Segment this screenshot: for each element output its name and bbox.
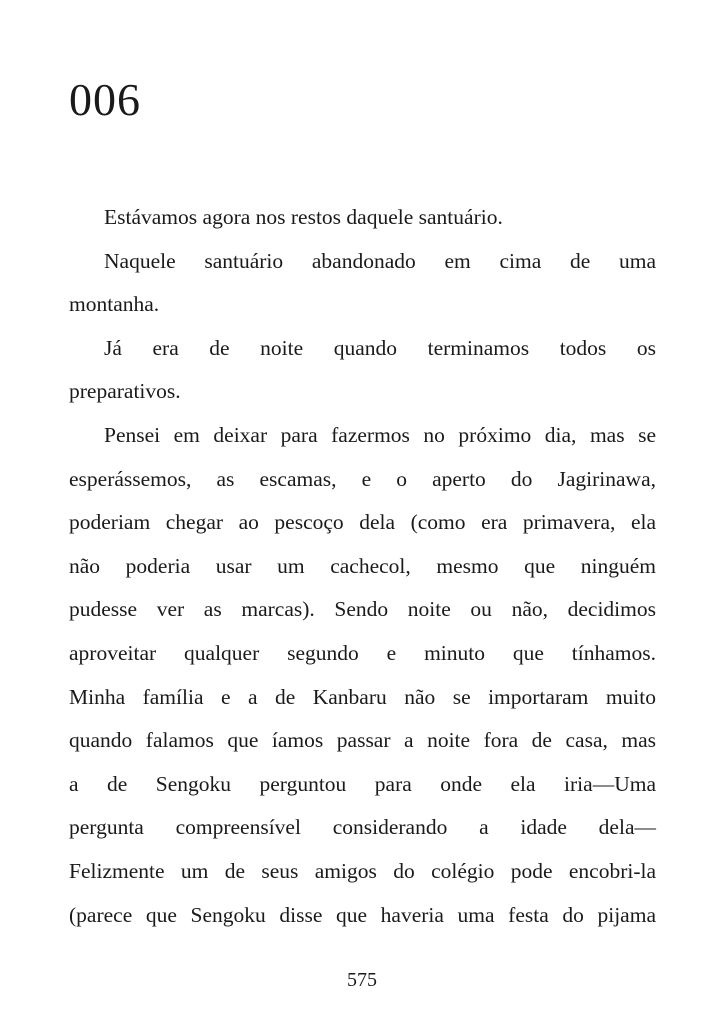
text-line: quando falamos que íamos passar a noite fora de casa, mas	[69, 728, 656, 753]
text-line: montanha.	[69, 292, 160, 317]
text-line: Naquele santuário abandonado em cima de uma	[104, 248, 656, 273]
text-line: Felizmente um de seus amigos do colégio pode encobri-la	[69, 858, 656, 883]
text-line: pergunta compreensível considerando a idade dela—	[69, 815, 656, 840]
text-line: a de Sengoku perguntou para onde ela iria—Uma	[69, 771, 656, 796]
text-line: Estávamos agora nos restos daquele santuário.	[104, 205, 503, 229]
text-line: Já era de noite quando terminamos todos os	[104, 335, 656, 360]
chapter-number: 006	[69, 74, 141, 125]
text-line: Pensei em deixar para fazermos no próximo dia, mas se	[104, 422, 656, 447]
text-line: não poderia usar um cachecol, mesmo que ninguém	[69, 553, 656, 578]
page-number: 575	[347, 969, 377, 991]
text-line: aproveitar qualquer segundo e minuto que tínhamos.	[69, 640, 656, 665]
text-line: pudesse ver as marcas). Sendo noite ou não, decidimos	[69, 597, 656, 622]
text-line: (parece que Sengoku disse que haveria uma festa do pijama	[69, 902, 656, 927]
body-text	[69, 196, 656, 937]
text-line: poderiam chegar ao pescoço dela (como era primavera, ela	[69, 510, 656, 535]
text-line: preparativos.	[69, 379, 181, 404]
text-line: esperássemos, as escamas, e o aperto do Jagirinawa,	[69, 466, 656, 491]
text-line: Minha família e a de Kanbaru não se importaram muito	[69, 684, 656, 709]
